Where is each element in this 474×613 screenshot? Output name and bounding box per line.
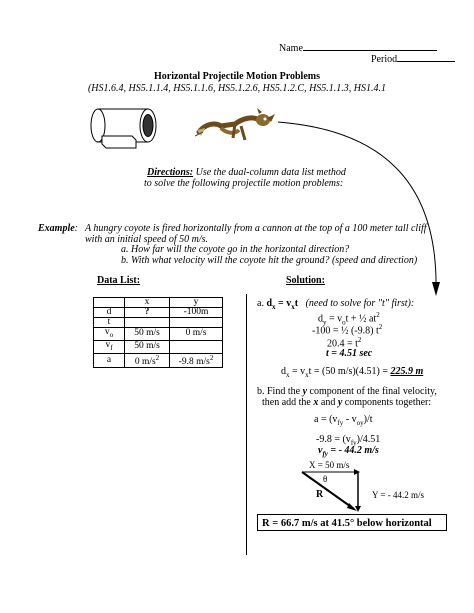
solution-heading: Solution:: [286, 275, 325, 286]
cell-x: 50 m/s: [125, 328, 170, 341]
equation-5: $d_x = v_xt = (50$ m/s)(4.51) = 225.9 m: [281, 366, 424, 379]
solution-b-line-1: b. Find the y component of the final velocity,: [257, 386, 437, 397]
vector-triangle: [300, 468, 368, 514]
triangle-r-label: R: [316, 489, 324, 500]
equation-2: -100 = ½ (-9.8) $t^2$: [312, 323, 383, 337]
directions-label: Directions:: [147, 167, 194, 178]
standards-line: (HS1.6.4, HS5.1.1.4, HS5.1.1.6, HS5.1.2.6, HS5.1.2.C, HS5.1.1.3, HS1.4.1: [87, 83, 387, 94]
triangle-x-label: X = 50 m/s: [309, 460, 350, 470]
row-label: a: [94, 353, 125, 367]
equation-7: $-9.8 = (v_{fy})/4.51$: [316, 434, 381, 447]
period-field: [371, 52, 455, 65]
cell-y: 0 m/s: [170, 328, 223, 341]
name-label: Name: [279, 43, 303, 54]
page-title: Horizontal Projectile Motion Problems: [154, 71, 320, 82]
column-divider: [246, 294, 247, 555]
table-header-cell: y: [170, 298, 223, 308]
example-text-2: with an initial speed of 50 m/s.: [85, 234, 209, 245]
period-label: Period: [371, 54, 398, 65]
cell-x: 50 m/s: [125, 340, 170, 353]
cell-x: [125, 318, 170, 328]
table-row: [94, 328, 223, 341]
table-row: [94, 353, 223, 367]
result-box: [257, 514, 447, 531]
table-row: [94, 318, 223, 328]
question-b: b. With what velocity will the coyote hit the ground? (speed and direction): [121, 255, 418, 266]
example-colon: :: [74, 223, 79, 234]
equation-6: $a = (v_{fy} - v_{oy})/t$: [314, 414, 373, 427]
row-label: t: [94, 318, 125, 328]
cell-y: -100m: [170, 308, 223, 318]
data-list-table: [93, 297, 223, 368]
example-line-1: [38, 223, 78, 234]
equation-4: t = 4.51 sec: [326, 348, 373, 359]
directions-line-1: [147, 167, 346, 178]
example-text-1: A hungry coyote is fired horizontally from a cannon at the top of a 100 meter tall cliff: [85, 223, 427, 234]
data-list-heading: Data List:: [97, 275, 141, 286]
row-label: d: [94, 308, 125, 318]
equation-3: $20.4 = t^2$: [327, 336, 362, 350]
cell-y: -9.8 $m/s^2$: [170, 353, 223, 367]
directions-text-1: Use the dual-column data list method: [193, 167, 346, 178]
example-label: Example: [38, 223, 75, 234]
solution-b-line-2: then add the x and y components together:: [262, 397, 432, 408]
triangle-y-label: Y = - 44.2 m/s: [372, 490, 424, 500]
cell-x: ?: [125, 308, 170, 318]
distance-result: 225.9 m: [390, 366, 424, 377]
row-label: $v_f$: [94, 340, 125, 353]
cannon-illustration: [88, 104, 160, 154]
equation-8: $v_{fy}$ = - 44.2 m/s: [318, 445, 379, 458]
directions-line-2: to solve the following projectile motion problems:: [144, 178, 344, 189]
question-a: a. How far will the coyote go in the horizontal direction?: [121, 244, 350, 255]
table-header-cell: [94, 298, 125, 308]
table-row: [94, 308, 223, 318]
cell-x: 0 $m/s^2$: [125, 353, 170, 367]
cell-y: [170, 340, 223, 353]
coyote-illustration: [195, 108, 277, 148]
cell-y: [170, 318, 223, 328]
period-blank[interactable]: [397, 52, 455, 62]
triangle-theta: θ: [323, 474, 328, 484]
equation-1: $d_y = v_ot$ + ½ $at^2$: [318, 311, 380, 327]
table-header-row: [94, 298, 223, 308]
result-text: R = 66.7 m/s at 41.5° below horizontal: [262, 518, 432, 529]
row-label: $v_o$: [94, 328, 125, 341]
table-row: [94, 340, 223, 353]
solution-a-line: a. $d_x = v_xt$ (need to solve for "t" first):: [257, 298, 415, 311]
table-header-cell: x: [125, 298, 170, 308]
name-blank[interactable]: [303, 41, 437, 51]
